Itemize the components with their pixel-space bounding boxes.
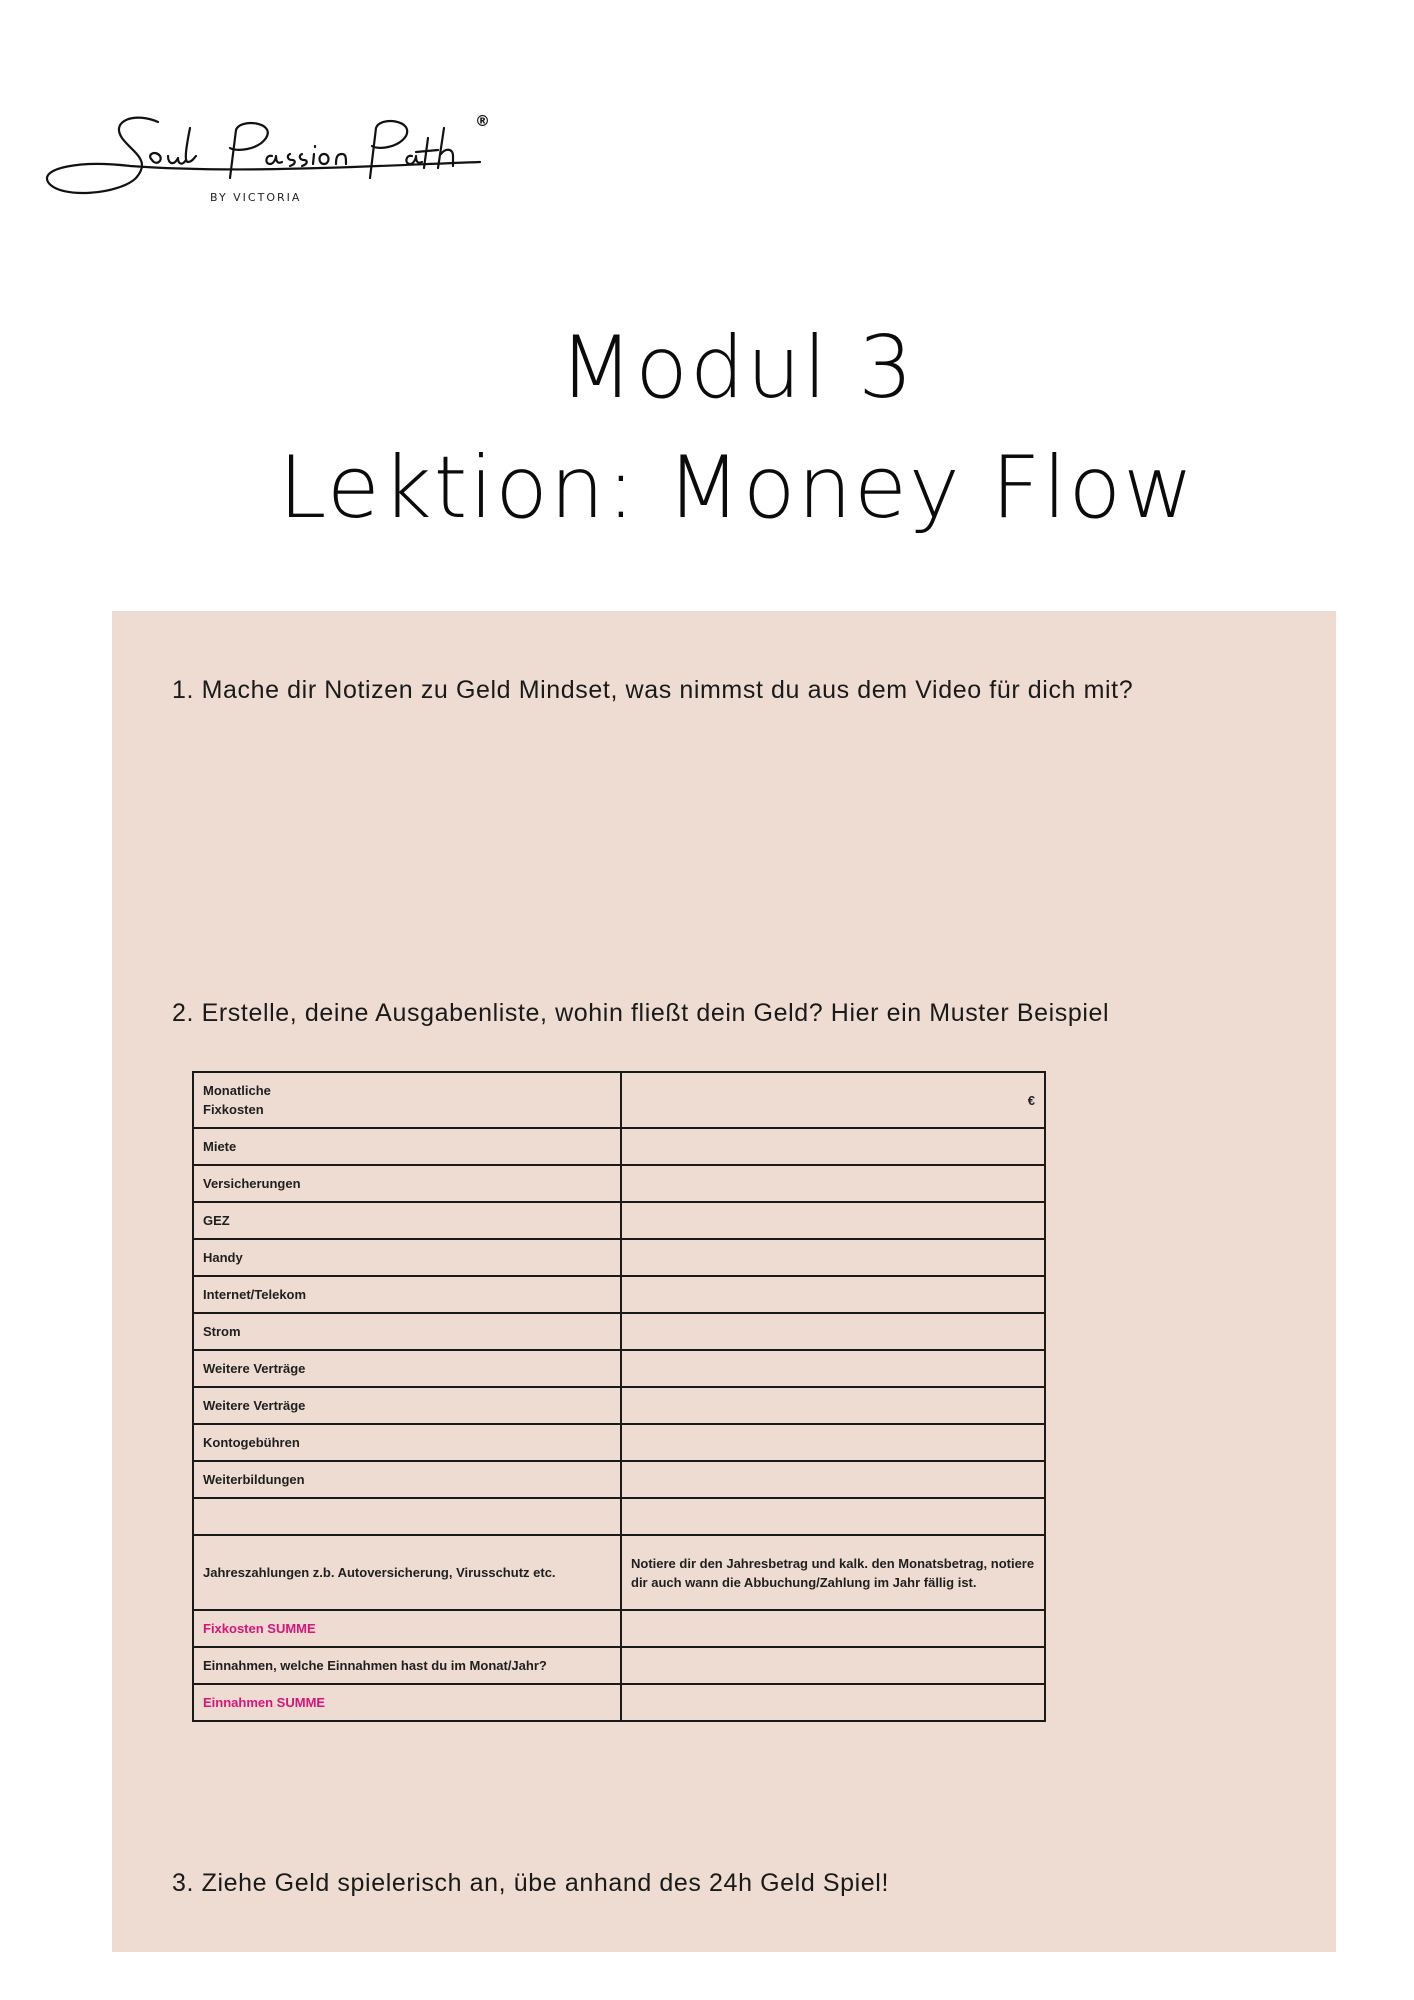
table-row	[193, 1387, 1045, 1424]
table-row	[193, 1239, 1045, 1276]
expense-table	[192, 1071, 1046, 1722]
header-currency-cell[interactable]: €	[621, 1072, 1045, 1128]
row-label: Internet/Telekom	[193, 1276, 621, 1313]
module-title: Modul 3	[559, 318, 915, 418]
income-sum-row	[193, 1684, 1045, 1721]
logo-byline: BY VICTORIA	[210, 191, 302, 204]
lesson-title: Lektion: Money Flow	[278, 438, 1196, 538]
fixed-sum-value[interactable]	[621, 1610, 1045, 1647]
income-value[interactable]	[621, 1647, 1045, 1684]
row-value[interactable]	[621, 1387, 1045, 1424]
income-row	[193, 1647, 1045, 1684]
table-header-row	[193, 1072, 1045, 1128]
row-value[interactable]	[621, 1424, 1045, 1461]
income-sum-value[interactable]	[621, 1684, 1045, 1721]
row-value[interactable]	[621, 1128, 1045, 1165]
income-label: Einnahmen, welche Einnahmen hast du im Monat/Jahr?	[193, 1647, 621, 1684]
table-row	[193, 1498, 1045, 1535]
annual-label: Jahreszahlungen z.b. Autoversicherung, Virusschutz etc.	[193, 1535, 621, 1610]
annual-note: Notiere dir den Jahresbetrag und kalk. den Monatsbetrag, notiere dir auch wann die Abbuchung/Zahlung im Jahr fällig ist.	[621, 1535, 1045, 1610]
row-label: Weitere Verträge	[193, 1350, 621, 1387]
header-label-line-1: Monatliche	[203, 1083, 271, 1098]
question-3: 3. Ziehe Geld spielerisch an, übe anhand des 24h Geld Spiel!	[172, 1869, 890, 1897]
row-value[interactable]	[621, 1165, 1045, 1202]
header-label-line-2: Fixkosten	[203, 1102, 264, 1117]
row-value[interactable]	[621, 1202, 1045, 1239]
row-label: Strom	[193, 1313, 621, 1350]
row-label: GEZ	[193, 1202, 621, 1239]
fixed-sum-label: Fixkosten SUMME	[193, 1610, 621, 1647]
row-label: Versicherungen	[193, 1165, 621, 1202]
row-label: Handy	[193, 1239, 621, 1276]
row-value[interactable]	[621, 1350, 1045, 1387]
row-value[interactable]	[621, 1461, 1045, 1498]
row-value[interactable]	[621, 1498, 1045, 1535]
row-value[interactable]	[621, 1276, 1045, 1313]
annual-payments-row	[193, 1535, 1045, 1610]
brand-logo	[40, 108, 490, 208]
row-value[interactable]	[621, 1239, 1045, 1276]
worksheet-panel	[112, 611, 1336, 1952]
registered-mark: ®	[475, 112, 490, 130]
table-row	[193, 1128, 1045, 1165]
row-label: Kontogebühren	[193, 1424, 621, 1461]
table-row	[193, 1202, 1045, 1239]
question-1: 1. Mache dir Notizen zu Geld Mindset, was nimmst du aus dem Video für dich mit?	[172, 676, 1134, 704]
table-row	[193, 1350, 1045, 1387]
row-label: Miete	[193, 1128, 621, 1165]
table-row	[193, 1165, 1045, 1202]
row-label: Weiterbildungen	[193, 1461, 621, 1498]
row-label: Weitere Verträge	[193, 1387, 621, 1424]
header-label-cell	[193, 1072, 621, 1128]
question-2: 2. Erstelle, deine Ausgabenliste, wohin fließt dein Geld? Hier ein Muster Beispiel	[172, 999, 1110, 1027]
row-label	[193, 1498, 621, 1535]
table-row	[193, 1276, 1045, 1313]
fixed-sum-row	[193, 1610, 1045, 1647]
table-row	[193, 1461, 1045, 1498]
table-row	[193, 1313, 1045, 1350]
income-sum-label: Einnahmen SUMME	[193, 1684, 621, 1721]
row-value[interactable]	[621, 1313, 1045, 1350]
soul-passion-path-logo-icon	[40, 108, 490, 208]
table-row	[193, 1424, 1045, 1461]
